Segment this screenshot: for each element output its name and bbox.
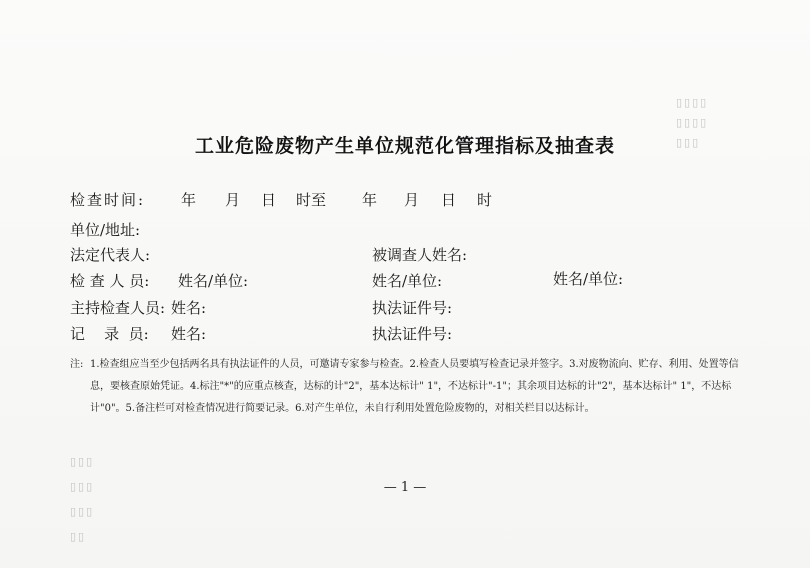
bleed-through-mark: ▯▯▯▯ [676,116,709,129]
notes-label: 注: [70,359,84,370]
bleed-through-mark: ▯▯▯ [70,505,95,518]
check-time-year-end: 年 [362,191,378,209]
notes-text: 1.检查组应当至少包括两名具有执法证件的人员，可邀请专家参与检查。2.检查人员要填写检查记录并签字。3.对废物流向、贮存、利用、处置等信息，要核查原始凭证。4.标注"*"的应重点核查，达标的计"2"，基本达标计" 1"，不达标计"-1"；其余项目达标的计"2"，基本达标计" 1"，不达标计"0"。5.备注栏可对检查情况进行简要记录。6.对产生单位，未自行利用处置危险废物的，对相关栏目以达标计。 [90,359,739,414]
check-time-day-start: 日 [261,191,277,209]
respondent-name-label: 被调查人姓名: [372,246,468,264]
inspector-3-name-unit: 姓名/单位: [553,270,624,288]
legal-representative-label: 法定代表人: [70,246,151,264]
check-time-hour-to: 时至 [296,191,327,209]
bleed-through-mark: ▯▯▯ [676,136,701,149]
unit-address-label: 单位/地址: [70,221,141,239]
recorder-cert-no: 执法证件号: [372,325,453,343]
recorder-name: 姓名: [171,325,207,343]
bleed-through-mark: ▯▯ [70,530,87,543]
inspectors-label: 检 查 人 员: [70,272,150,290]
check-time-month-end: 月 [404,191,420,209]
check-time-label: 检查时间: [70,191,146,209]
check-time-day-end: 日 [441,191,457,209]
check-time-year-start: 年 [181,191,197,209]
host-inspector-name: 姓名: [171,299,207,317]
document-title: 工业危险废物产生单位规范化管理指标及抽查表 [194,135,615,157]
check-time-month-start: 月 [225,191,241,209]
check-time-hour-end: 时 [477,191,493,209]
bleed-through-mark: ▯▯▯ [70,455,95,468]
inspector-1-name-unit: 姓名/单位: [178,272,249,290]
notes-block [70,354,742,420]
bleed-through-mark: ▯▯▯ [70,480,95,493]
host-inspector-cert-no: 执法证件号: [372,299,453,317]
page-number: — 1 — [383,480,427,495]
bleed-through-mark: ▯▯▯▯ [676,96,709,109]
inspector-2-name-unit: 姓名/单位: [372,272,443,290]
recorder-label: 记 录 员: [70,325,149,343]
host-inspector-label: 主持检查人员: [70,299,166,317]
